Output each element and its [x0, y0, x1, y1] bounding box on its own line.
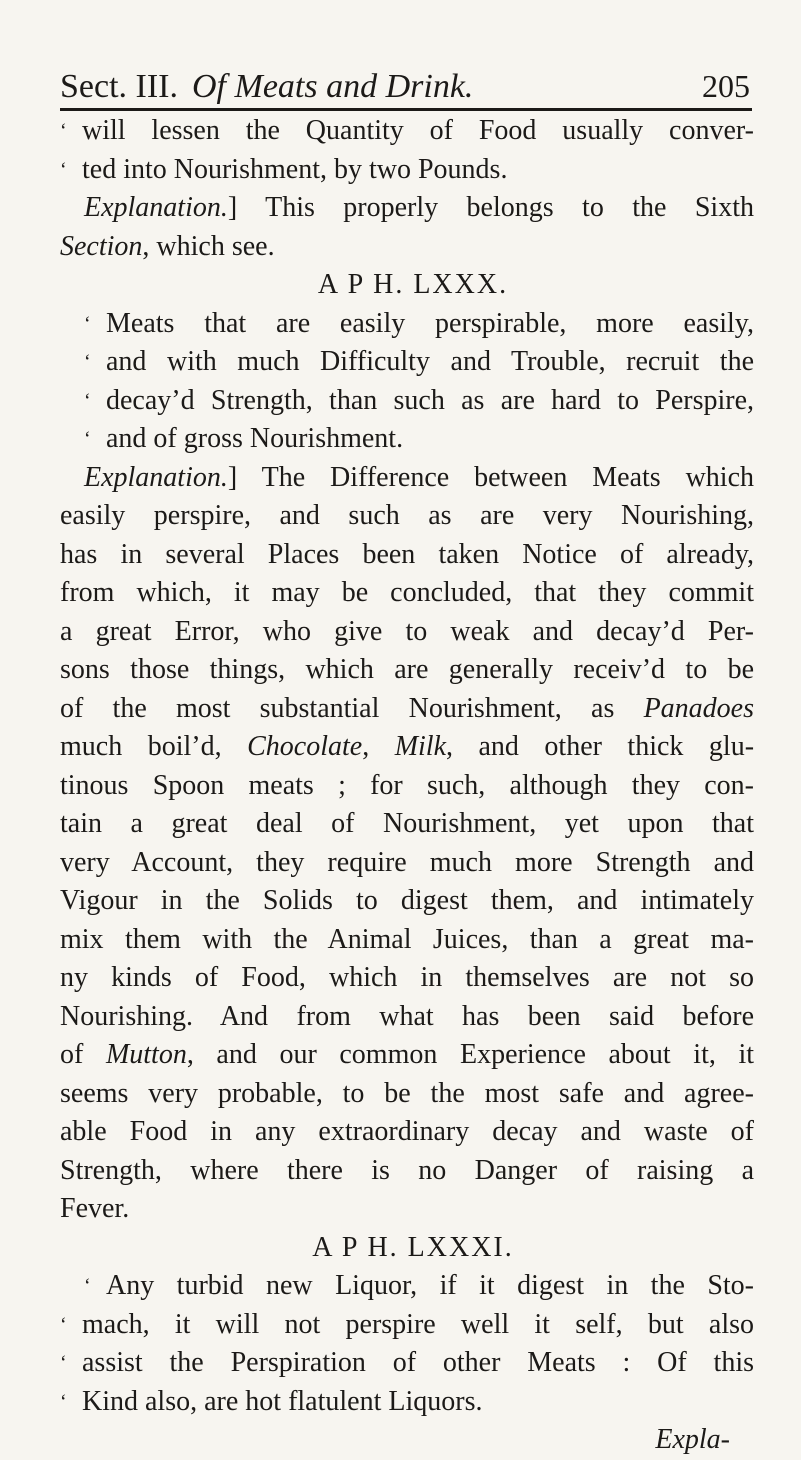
italic-term: Section	[60, 230, 143, 262]
text-line: Vigour in the Solids to digest them, and intimately	[60, 885, 754, 916]
text-line: from which, it may be concluded, that they commit	[60, 577, 754, 608]
text-line: able Food in any extraordinary decay and waste of	[60, 1116, 754, 1147]
quote-mark: ‘	[60, 1390, 67, 1413]
text-line: tain a great deal of Nourishment, yet upon that	[60, 808, 754, 839]
text-line	[60, 228, 754, 267]
line-text: , and our common Experience about it, it	[186, 1039, 754, 1070]
text-line: Strength, where there is no Danger of raising a	[60, 1154, 754, 1186]
text-line: seems very probable, to be the most safe and agree-	[60, 1077, 754, 1109]
explanation-line	[60, 189, 754, 228]
quote-mark: ‘	[60, 158, 67, 181]
text-line	[60, 382, 754, 421]
line-text: ] This properly belongs to the Sixth	[227, 192, 754, 223]
quote-mark: ‘	[84, 351, 91, 373]
italic-term: Milk	[394, 731, 446, 762]
text-line: has in several Places been taken Notice of already,	[60, 538, 754, 570]
line-text: assist the Perspiration of other Meats : Of this	[82, 1347, 754, 1378]
page-body	[60, 112, 754, 1460]
line-text: , and other thick glu-	[446, 731, 754, 762]
text-line	[60, 112, 754, 151]
text-line: sons those things, which are generally receiv’d to be	[60, 654, 754, 685]
line-text: Any turbid new Liquor, if it digest in the Sto-	[106, 1270, 754, 1301]
line-text: and of gross Nourishment.	[106, 423, 404, 454]
line-text: Meats that are easily perspirable, more easily,	[106, 307, 754, 339]
explanation-line	[60, 459, 754, 498]
quote-mark: ‘	[84, 389, 91, 412]
text-line: ny kinds of Food, which in themselves are not so	[60, 962, 754, 993]
running-title: Of Meats and Drink.	[192, 68, 474, 105]
line-text: Kind also, are hot flatulent Liquors.	[82, 1385, 483, 1417]
text-line	[60, 690, 754, 729]
text-line: Nourishing. And from what has been said before	[60, 1000, 754, 1032]
line-text: mach, it will not perspire well it self, but also	[82, 1308, 754, 1340]
text-line: mix them with the Animal Juices, than a great ma-	[60, 923, 754, 955]
quote-mark: ‘	[84, 312, 91, 335]
text-line	[60, 420, 754, 459]
explanation-label: Explanation.	[84, 192, 228, 223]
line-text: and with much Difficulty and Trouble, recruit the	[106, 346, 754, 377]
page-number: 205	[702, 68, 750, 104]
line-text: ,	[362, 731, 370, 762]
text-line	[60, 728, 754, 767]
italic-term: Chocolate	[247, 731, 363, 762]
text-line	[60, 1306, 754, 1345]
text-line	[60, 1267, 754, 1306]
line-text: , which see.	[142, 230, 275, 262]
line-text: decay’d Strength, than such as are hard to Perspire,	[106, 384, 754, 416]
line-text: of the most substantial Nourishment, as	[60, 692, 615, 724]
italic-term: Panadoes	[643, 692, 754, 724]
running-header	[60, 68, 750, 108]
text-line	[60, 1036, 754, 1075]
text-line: tinous Spoon meats ; for such, although they con-	[60, 769, 754, 801]
quote-mark: ‘	[60, 120, 67, 142]
aphorism-heading: A P H. LXXX.	[317, 269, 509, 300]
aphorism-heading: A P H. LXXXI.	[312, 1231, 514, 1263]
text-line: Fever.	[60, 1193, 130, 1224]
line-text: will lessen the Quantity of Food usually conver-	[82, 115, 754, 146]
text-line	[60, 305, 754, 344]
quote-mark: ‘	[60, 1352, 67, 1374]
text-line	[60, 1383, 754, 1422]
text-line: very Account, they require much more Strength and	[60, 846, 754, 878]
text-line: a great Error, who give to weak and decay’d Per-	[60, 615, 754, 647]
text-line	[60, 1344, 754, 1383]
text-line	[60, 151, 754, 190]
quote-mark: ‘	[84, 428, 91, 450]
text-line	[60, 343, 754, 382]
explanation-label: Explanation.	[84, 461, 228, 493]
line-text: ] The Difference between Meats which	[227, 461, 754, 493]
quote-mark: ‘	[60, 1313, 67, 1336]
line-text: much boil’d,	[60, 731, 222, 762]
header-rule	[60, 108, 752, 111]
text-line: easily perspire, and such as are very Nourishing,	[60, 500, 754, 531]
line-text: ted into Nourishment, by two Pounds.	[82, 153, 508, 185]
italic-term: Mutton	[105, 1039, 187, 1070]
quote-mark: ‘	[84, 1275, 91, 1297]
section-label: Sect. III.	[60, 68, 179, 105]
line-text: of	[60, 1039, 84, 1070]
catchword: Expla-	[655, 1424, 730, 1455]
